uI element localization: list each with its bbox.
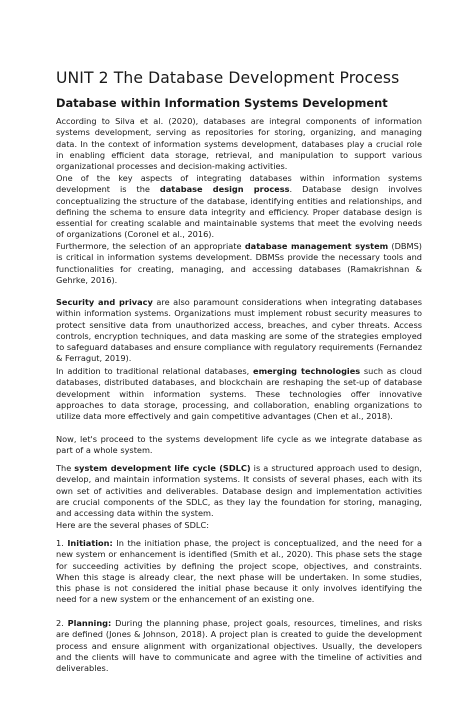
paragraph-database-design: One of the key aspects of integrating databases within information systems development is the database design process. Database design involves conceptualizing the structure of the database, identifying entities and relationships, and defining the schema to ensure data integrity and efficiency. Proper database design is essential for creating scalable and maintainable systems that meet the evolving needs of organizations (Coronel et al., 2016).: [56, 173, 422, 240]
bold-term: database management system: [244, 241, 389, 251]
bold-term: Security and privacy: [56, 297, 153, 307]
paragraph-sdlc-definition: The system development life cycle (SDLC) is a structured approach used to design, develop, and maintain information systems. It consists of several phases, each with its own set of activities and deliverables. Database design and implementation activities are crucial components of the SDLC, as they lay the foundation for storing, managing, and accessing data within the system.: [56, 463, 422, 519]
paragraph-initiation: 1. Initiation: In the initiation phase, the project is conceptualized, and the need for a new system or enhancement is identified (Smith et al., 2020). This phase sets the stage for succeeding activities by defining the project scope, objectives, and constraints. When this stage is already clear, the next phase will be undertaken. In some studies, this phase is not considered the initial phase because it only involves identifying the need for a new system or the enhancement of an existing one.: [56, 538, 422, 605]
paragraph-planning: 2. Planning: During the planning phase, project goals, resources, timelines, and risks are defined (Jones & Johnson, 2018). A project plan is created to guide the development process and ensure alignment with organizational objectives. Usually, the developers and the clients will have to communicate and agree with the timeline of activities and deliverables.: [56, 618, 423, 674]
bold-term: system development life cycle (SDLC): [74, 463, 251, 473]
paragraph-intro: According to Silva et al. (2020), databases are integral components of information systems development, serving as repositories for storing, organizing, and managing data. In the context of information systems development, databases play a crucial role in enabling efficient data storage, retrieval, and manipulation to support various organizational processes and decision-making activities.: [56, 116, 422, 172]
paragraph-phases-lead: Here are the several phases of SDLC:: [56, 520, 209, 530]
paragraph-sdlc-intro: Now, let's proceed to the systems development life cycle as we integrate database as part of a whole system.: [56, 434, 422, 456]
page-title: UNIT 2 The Database Development Process: [56, 69, 400, 87]
bold-term: Initiation:: [67, 538, 113, 548]
bold-term: emerging technologies: [253, 366, 361, 376]
section-heading: Database within Information Systems Development: [56, 96, 388, 110]
bold-term: database design process: [159, 184, 290, 195]
bold-term: Planning:: [67, 618, 112, 628]
paragraph-security: Security and privacy are also paramount considerations when integrating databases within information systems. Organizations must implement robust security measures to protect sensitive data from unauthorized access, breaches, and cyber threats. Access controls, encryption techniques, and data masking are some of the strategies employed to safeguard databases and ensure compliance with regulatory requirements (Fernandez & Ferragut, 2019).: [56, 297, 422, 364]
paragraph-dbms: Furthermore, the selection of an appropriate database management system (DBMS) is critical in information systems development. DBMSs provide the necessary tools and functionalities for creating, managing, and accessing databases (Ramakrishnan & Gehrke, 2016).: [56, 241, 422, 285]
paragraph-emerging-tech: In addition to traditional relational databases, emerging technologies such as cloud databases, distributed databases, and blockchain are reshaping the set-up of database development within information systems. These technologies offer innovative approaches to data storage, processing, and collaboration, enabling organizations to utilize data more effectively and gain competitive advantages (Chen et al., 2018).: [56, 366, 422, 422]
